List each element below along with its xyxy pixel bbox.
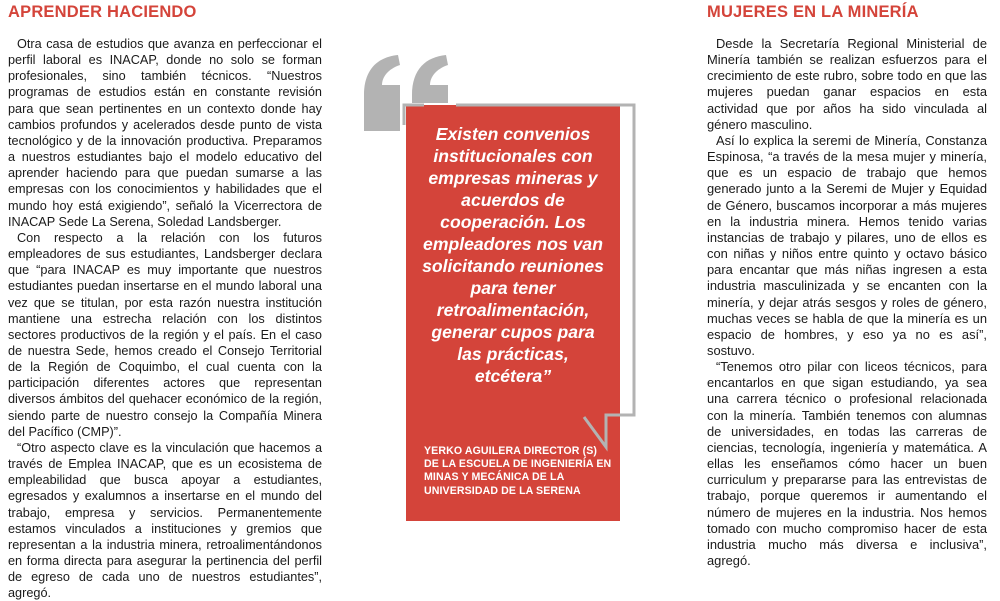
left-article-paragraph: Otra casa de estudios que avanza en perfeccionar el perfil laboral es INACAP, donde no solo se forman profesionales, sino también técnicos. “Nuestros programas de estudios están en constante revisión para que sean pertinentes en un contexto donde hay cambios profundos y acelerados desde punto de vista tecnológico y de la innovación productiva. Preparamos a nuestros estudiantes bajo el modelo educativo del aprender haciendo para que puedan sumarse a las empresas con los conocimientos y habilidades que el mundo hoy está exigiendo”, señaló la Vicerrectora de INACAP Sede La Serena, Soledad Landsberger. [8,37,322,229]
right-article-headline: MUJERES EN LA MINERÍA [707,3,919,21]
left-article-body [8,36,322,601]
right-article-body [707,36,987,569]
right-article-paragraph: Desde la Secretaría Regional Ministerial de Minería también se realizan esfuerzos para el crecimiento de este rubro, sobre todo en que las mujeres puedan ganar espacios en esta actividad que por años ha sido vinculada al género masculino. [707,36,987,132]
right-article [707,0,987,569]
pull-quote-text: Existen convenios institucionales con empresas mineras y acuerdos de cooperación. Los empleadores nos van solicitando reuniones para tener retroalimentación, generar cupos para las prácticas, etcétera” [422,124,604,386]
left-article-headline: APRENDER HACIENDO [8,3,197,21]
left-article-paragraph: “Otro aspecto clave es la vinculación que hacemos a través de Emplea INACAP, que es un ecosistema de empleabilidad que busca apoyar a estudiantes, egresados y exalumnos a insertarse en el mundo del trabajo, empresa y servicios. Permanentemente estamos vinculados a instituciones y gremios que representan a la industria minera, retroalimentándonos en forma directa para asegurar la pertinencia del perfil de egreso de cada uno de nuestros estudiantes”, agregó. [8,440,322,601]
left-article [8,0,322,601]
pull-quote-attribution: YERKO AGUILERA DIRECTOR (S) DE LA ESCUELA DE INGENIERÍA EN MINAS Y MECÁNICA DE LA UNIVERSIDAD DE LA SERENA [424,445,612,497]
left-article-paragraph: Con respecto a la relación con los futuros empleadores de sus estudiantes, Landsberger declara que “para INACAP es muy importante que nuestros estudiantes puedan insertarse en el mundo laboral una vez que se titulan, por esta razón nuestra institución mantiene una estrecha relación con los distintos sectores productivos de la región y el país. En el caso de nuestra Sede, hemos creado el Consejo Territorial de la Región de Coquimbo, el cual cuenta con la participación diferentes actores que representan diversos ámbitos del quehacer económico de la región, siendo parte de nuestro consejo la Compañía Minera del Pacífico (CMP)”. [8,230,322,439]
right-article-paragraph: “Tenemos otro pilar con liceos técnicos, para encantarlos en que sigan estudiando, ya sea una carrera técnico o profesional relacionada con la minería. También tenemos con alumnas de universidades, en todas las carreras de ciencias, tecnología, ingeniería y matemática. A ellas les enseñamos cómo hacer un buen curriculum y prepararse para las entrevistas de trabajo, porque queremos ir aumentando el número de mujeres en la industria. Nos hemos tomado con mucho compromiso hacer de esta industria mucho más diversa e inclusiva”, agregó. [707,359,987,568]
right-article-paragraph: Así lo explica la seremi de Minería, Constanza Espinosa, “a través de la mesa mujer y minería, que es un espacio de trabajo que hemos generado junto a la Seremi de Mujer y Equidad de Género, buscamos incorporar a más mujeres en la industria minera. Hemos tenido varias instancias de trabajo y pilares, uno de ellos es con niñas y niños entre quinto y octavo básico para encantar que más niñas ingresen a esta industria masculinizada y se encanten con la minería, y dejar atrás sesgos y roles de género, muchas veces se habla de que la minería es un espacio de hombres, y eso ya no es así”, sostuvo. [707,132,987,358]
pull-quote-box [404,103,622,523]
